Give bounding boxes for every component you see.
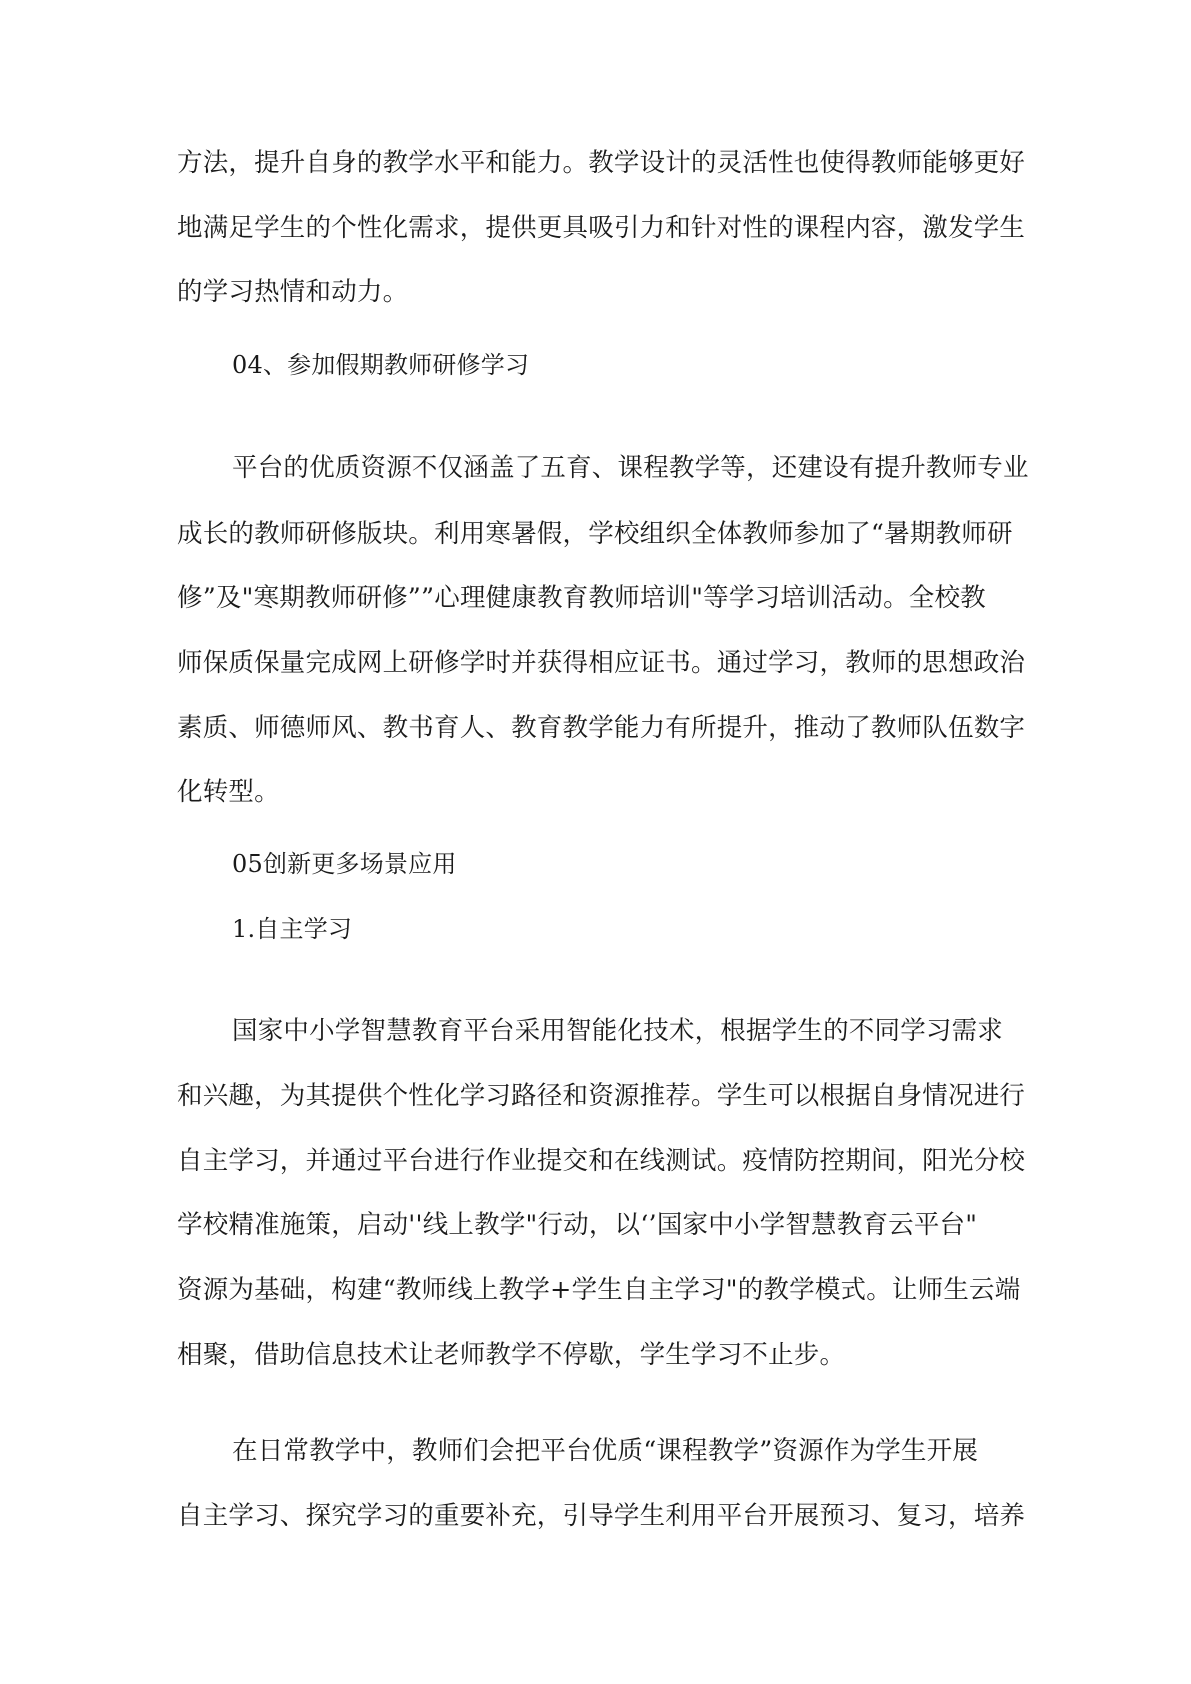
paragraph-1-line-2: 地满足学生的个性化需求，提供更具吸引力和针对性的课程内容，激发学生 <box>177 213 1026 243</box>
paragraph-3-line-3: 自主学习，并通过平台进行作业提交和在线测试。疫情防控期间，阳光分校 <box>177 1146 1026 1176</box>
paragraph-3-line-2: 和兴趣，为其提供个性化学习路径和资源推荐。学生可以根据自身情况进行 <box>177 1081 1026 1111</box>
paragraph-1-line-3: 的学习热情和动力。 <box>177 277 409 307</box>
section-heading-05: 05创新更多场景应用 <box>232 850 457 878</box>
paragraph-3-line-5: 资源为基础，构建“教师线上教学+学生自主学习"的教学模式。让师生云端 <box>177 1275 1021 1305</box>
paragraph-4-line-1: 在日常教学中，教师们会把平台优质“课程教学”资源作为学生开展 <box>232 1436 979 1466</box>
paragraph-3-line-4: 学校精准施策，启动''线上教学"行动，以‘’国家中小学智慧教育云平台" <box>177 1210 978 1240</box>
paragraph-2-line-5: 素质、师德师风、教书育人、教育教学能力有所提升，推动了教师队伍数字 <box>177 713 1026 743</box>
paragraph-2-line-3: 修”及"寒期教师研修””心理健康教育教师培训"等学习培训活动。全校教 <box>177 583 986 613</box>
paragraph-2-line-2: 成长的教师研修版块。利用寒暑假，学校组织全体教师参加了“暑期教师研 <box>177 519 1013 549</box>
paragraph-3-line-1: 国家中小学智慧教育平台采用智能化技术，根据学生的不同学习需求 <box>232 1016 1004 1046</box>
section-heading-04: 04、参加假期教师研修学习 <box>232 351 530 379</box>
paragraph-1-line-1: 方法，提升自身的教学水平和能力。教学设计的灵活性也使得教师能够更好 <box>177 148 1026 178</box>
paragraph-4-line-2: 自主学习、探究学习的重要补充，引导学生利用平台开展预习、复习，培养 <box>177 1501 1026 1531</box>
paragraph-2-line-1: 平台的优质资源不仅涵盖了五育、课程教学等，还建设有提升教师专业 <box>232 453 1029 483</box>
paragraph-2-line-4: 师保质保量完成网上研修学时并获得相应证书。通过学习，教师的思想政治 <box>177 648 1026 678</box>
paragraph-3-line-6: 相聚，借助信息技术让老师教学不停歇，学生学习不止步。 <box>177 1340 846 1370</box>
subheading-autonomous-learning: 1.自主学习 <box>232 915 353 943</box>
paragraph-2-line-6: 化转型。 <box>177 777 280 807</box>
